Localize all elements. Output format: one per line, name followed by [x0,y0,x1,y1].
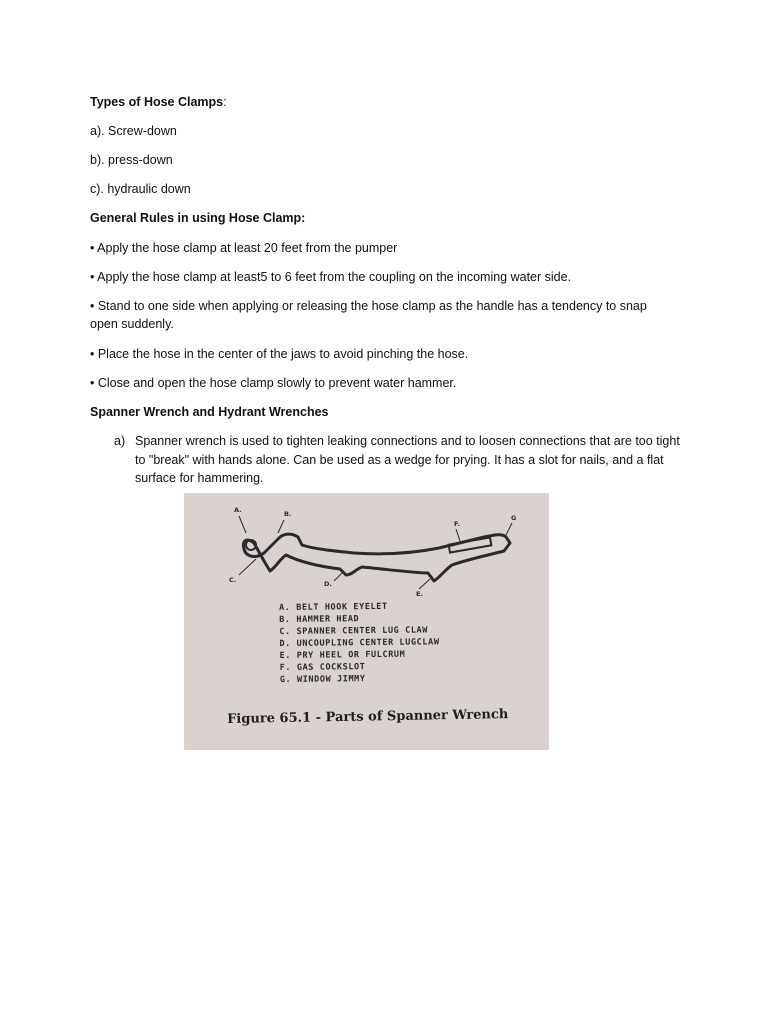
callout-label: C. [229,576,237,584]
legend-entry: C. SPANNER CENTER LUG CLAW [279,625,429,637]
general-rules-heading: General Rules in using Hose Clamp: [90,211,306,225]
legend-entry: B. HAMMER HEAD [279,614,360,625]
pointer-e [419,579,430,589]
callout-label: B. [284,510,292,518]
rule-item: • Place the hose in the center of the jaws to avoid pinching the hose. [90,347,469,361]
callout-label: G [511,514,517,522]
spanner-wrench-figure [184,493,549,750]
pointer-a [239,516,246,533]
rule-item: • Apply the hose clamp at least5 to 6 feet from the coupling on the incoming water side. [90,270,572,284]
callout-label: F. [454,520,460,528]
pointer-b [278,520,284,533]
spanner-wrench-heading: Spanner Wrench and Hydrant Wrenches [90,405,329,419]
parts-legend [279,600,440,686]
pointer-g [506,523,512,535]
legend-entry: G. WINDOW JIMMY [279,674,366,685]
legend-entry: D. UNCOUPLING CENTER LUGCLAW [279,637,440,649]
callout-label: A. [234,506,242,514]
list-marker: a) [114,434,126,448]
hose-clamp-types-heading: Types of Hose Clamps: [90,95,227,109]
pointer-c [239,559,256,575]
legend-entry: A. BELT HOOK EYELET [279,601,388,613]
pointer-f [456,529,460,541]
legend-entry: E. PRY HEEL OR FULCRUM [279,649,406,661]
clamp-type-item: b). press-down [90,153,173,167]
callout-label: E. [416,590,423,598]
callout-label: D. [324,580,332,588]
clamp-type-item: c). hydraulic down [90,182,191,196]
rule-item: • Close and open the hose clamp slowly to prevent water hammer. [90,376,457,390]
figure-caption: Figure 65.1 - Parts of Spanner Wrench [227,707,509,727]
clamp-type-item: a). Screw-down [90,124,177,138]
legend-entry: F. GAS COCKSLOT [279,662,366,673]
pointer-d [334,571,344,581]
rule-item: • Apply the hose clamp at least 20 feet from the pumper [90,241,398,255]
spanner-wrench-description: Spanner wrench is used to tighten leaking connections and to loosen connections that are too tight to "break" with hands alone. Can be used as a wedge for prying. It has a slot for nails, and a flat surface for hammering. [135,434,680,485]
rule-item: • Stand to one side when applying or releasing the hose clamp as the handle has a tendency to snap open suddenly. [90,299,647,331]
